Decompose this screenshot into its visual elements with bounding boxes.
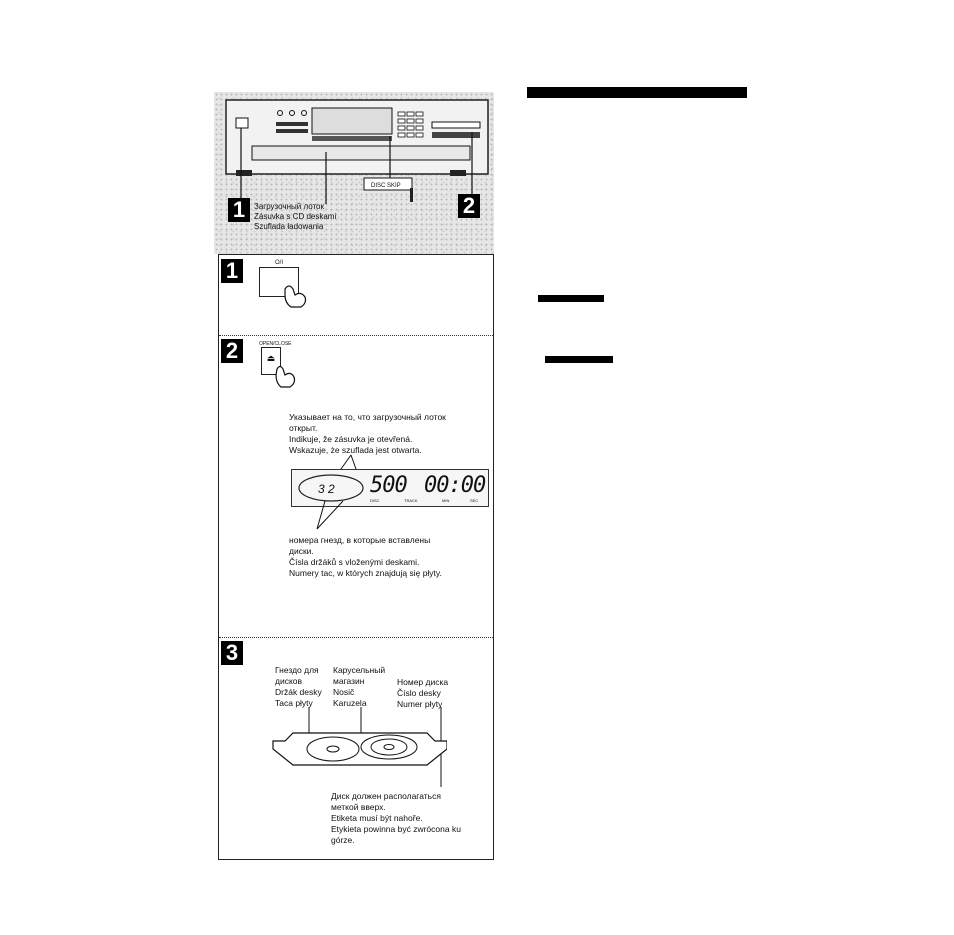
slot-numbers-cs: Čísla držáků s vloženými deskami. [289, 557, 420, 567]
pointer-lines-bottom [309, 499, 369, 531]
label-up-pl-2: górze. [331, 835, 355, 845]
separator-2 [219, 637, 493, 638]
cd-player-photo [214, 92, 494, 254]
carousel-pl: Karuzela [333, 698, 367, 708]
open-indicator-ru: Указывает на то, что загрузочный лоток [289, 412, 446, 422]
open-close-label: OPEN/CLOSE [259, 341, 292, 347]
disc-number-ru: Номер диска [397, 677, 449, 687]
disc-tray-drawing [267, 707, 447, 787]
disc-number-pl: Numer płyty [397, 699, 443, 709]
carousel-cs: Nosič [333, 687, 355, 697]
subheading-bar-1 [538, 295, 604, 302]
tray-label-ru: Загрузочный лоток [254, 202, 324, 211]
holder-ru: Гнездо для [275, 665, 319, 675]
open-indicator-pl: Wskazuje, że szuflada jest otwarta. [289, 445, 422, 455]
step-2-number: 2 [221, 339, 243, 363]
holder-pl: Taca płyty [275, 698, 313, 708]
disc-skip-label: DISC SKIP [371, 183, 401, 189]
holder-ru-2: дисков [275, 676, 303, 686]
step-3-number: 3 [221, 641, 243, 665]
carousel-ru: Карусельный [333, 665, 386, 675]
slot-numbers-ru-2: диски. [289, 546, 314, 556]
lcd-sec-small: SEC [470, 498, 479, 503]
photo-step1-marker: 1 [228, 198, 250, 222]
open-indicator-cs: Indikuje, že zásuvka je otevřená. [289, 434, 413, 444]
open-indicator-ru-2: открыт. [289, 423, 318, 433]
tray-slot-numbers: 3 2 [318, 482, 335, 496]
subheading-bar-2 [545, 356, 613, 363]
slot-numbers-pl: Numery tac, w których znajdują się płyty. [289, 568, 442, 578]
lcd-time: 00:00 [424, 473, 486, 498]
label-up-cs: Etiketa musí být nahoře. [331, 813, 423, 823]
pressing-hand-icon [281, 281, 311, 309]
photo-step2-marker: 2 [458, 194, 480, 218]
lcd-track-small: TRACK [404, 498, 418, 503]
holder-cs: Držák desky [275, 687, 322, 697]
disc-number-cs: Číslo desky [397, 688, 441, 698]
lcd-disc-track: 500 [370, 473, 407, 498]
tray-label-cs: Zásuvka s CD deskami [254, 212, 337, 221]
carousel-ru-2: магазин [333, 676, 365, 686]
lcd-disc-small: DISC [370, 498, 380, 503]
lcd-min-small: MIN [442, 498, 450, 503]
label-up-ru-2: меткой вверх. [331, 802, 386, 812]
pressing-hand-icon-2 [273, 363, 299, 389]
tray-label-pl: Szuflada ładowania [254, 222, 324, 231]
label-up-pl: Etykieta powinna być zwrócona ku [331, 824, 461, 834]
steps-panel [218, 254, 494, 860]
separator-1 [219, 335, 493, 336]
step-1-number: 1 [221, 259, 243, 283]
label-up-ru: Диск должен располагаться [331, 791, 441, 801]
eject-icon: ⏏ [266, 353, 276, 363]
slot-numbers-ru: номера гнезд, в которые вставлены [289, 535, 431, 545]
power-button-label: O/I [275, 260, 284, 266]
heading-bar [527, 87, 747, 98]
